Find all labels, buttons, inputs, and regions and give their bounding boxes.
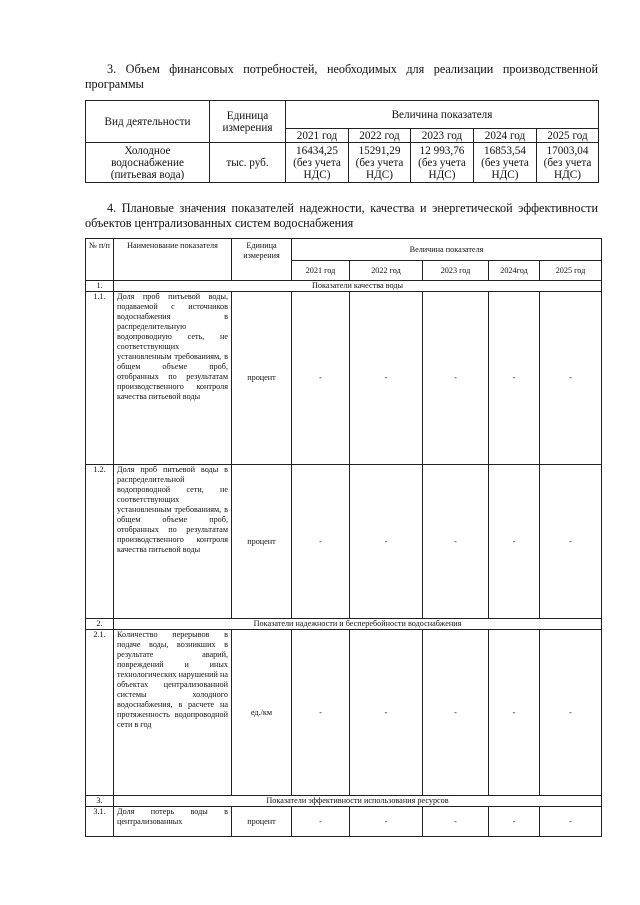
year-header: 2024год bbox=[489, 261, 540, 281]
value-cell: - bbox=[540, 465, 602, 619]
value-cell: 16434,25 (без учета НДС) bbox=[286, 143, 349, 183]
activity-cell: Холодное водоснабжение (питьевая вода) bbox=[86, 143, 210, 183]
section4-heading-text: 4. Плановые значения показателей надежности, качества и энергетической эффективности объектов централизованных систем водоснабжения bbox=[85, 201, 598, 230]
value-cell: 16853,54 (без учета НДС) bbox=[474, 143, 537, 183]
year-header: 2023 год bbox=[423, 261, 489, 281]
header-name: Наименование показателя bbox=[114, 239, 232, 281]
group-title: Показатели эффективности использования ресурсов bbox=[114, 796, 602, 807]
value-cell: - bbox=[350, 807, 423, 837]
value-cell: - bbox=[292, 465, 350, 619]
unit-cell: процент bbox=[232, 465, 292, 619]
header-activity: Вид деятельности bbox=[86, 101, 210, 143]
value-cell: - bbox=[540, 630, 602, 796]
year-header: 2022 год bbox=[350, 261, 423, 281]
value-cell: - bbox=[423, 292, 489, 465]
row-number: 2.1. bbox=[86, 630, 114, 796]
value-cell: - bbox=[540, 292, 602, 465]
value-cell: - bbox=[489, 807, 540, 837]
value-cell: 12 993,76 (без учета НДС) bbox=[411, 143, 474, 183]
group-number: 3. bbox=[86, 796, 114, 807]
header-unit: Единица измерения bbox=[232, 239, 292, 281]
value-cell: - bbox=[423, 807, 489, 837]
group-number: 1. bbox=[86, 281, 114, 292]
indicator-name: Количество перерывов в подаче воды, возникших в результате аварий, повреждений и иных технологических нарушений на объектах централизованной системы холодного водоснабжения, в расчете на протяженность водопроводной сети в год bbox=[114, 630, 232, 796]
unit-cell: тыс. руб. bbox=[210, 143, 286, 183]
row-number: 1.1. bbox=[86, 292, 114, 465]
header-num: № п/п bbox=[86, 239, 114, 281]
section3-heading-text: 3. Объем финансовых потребностей, необходимых для реализации производственной программы bbox=[85, 62, 598, 91]
group-title: Показатели надежности и бесперебойности водоснабжения bbox=[114, 619, 602, 630]
year-header: 2025 год bbox=[540, 261, 602, 281]
year-header: 2025 год bbox=[537, 129, 599, 143]
value-cell: - bbox=[423, 630, 489, 796]
value-cell: 17003,04 (без учета НДС) bbox=[537, 143, 599, 183]
indicator-name: Доля проб питьевой воды в распределительной водопроводной сети, не соответствующих установленным требованиям, в общем объеме проб, отобранных по результатам производственного контроля качества питьевой воды bbox=[114, 465, 232, 619]
indicator-name: Доля потерь воды в централизованных bbox=[114, 807, 232, 837]
header-value: Величина показателя bbox=[286, 101, 599, 129]
financial-needs-table bbox=[85, 100, 599, 183]
value-cell: - bbox=[489, 465, 540, 619]
unit-cell: процент bbox=[232, 807, 292, 837]
group-title: Показатели качества воды bbox=[114, 281, 602, 292]
header-value: Величина показателя bbox=[292, 239, 602, 261]
unit-cell: ед./км bbox=[232, 630, 292, 796]
section4-heading bbox=[85, 201, 598, 231]
value-cell: - bbox=[489, 292, 540, 465]
group-number: 2. bbox=[86, 619, 114, 630]
value-cell: - bbox=[489, 630, 540, 796]
year-header: 2024 год bbox=[474, 129, 537, 143]
value-cell: - bbox=[350, 292, 423, 465]
indicators-table bbox=[85, 238, 602, 837]
year-header: 2021 год bbox=[286, 129, 349, 143]
value-cell: - bbox=[292, 807, 350, 837]
value-cell: - bbox=[350, 465, 423, 619]
value-cell: - bbox=[292, 292, 350, 465]
year-header: 2023 год bbox=[411, 129, 474, 143]
unit-cell: процент bbox=[232, 292, 292, 465]
value-cell: - bbox=[423, 465, 489, 619]
section3-heading bbox=[85, 62, 598, 92]
value-cell: - bbox=[350, 630, 423, 796]
value-cell: - bbox=[292, 630, 350, 796]
year-header: 2022 год bbox=[349, 129, 411, 143]
year-header: 2021 год bbox=[292, 261, 350, 281]
row-number: 3.1. bbox=[86, 807, 114, 837]
value-cell: 15291,29 (без учета НДС) bbox=[349, 143, 411, 183]
indicator-name: Доля проб питьевой воды, подаваемой с источников водоснабжения в распределительную водопроводную сеть, не соответствующих установленным требованиям, в общем объеме проб, отобранных по результатам производственного контроля качества питьевой воды bbox=[114, 292, 232, 465]
row-number: 1.2. bbox=[86, 465, 114, 619]
header-unit: Единица измерения bbox=[210, 101, 286, 143]
value-cell: - bbox=[540, 807, 602, 837]
